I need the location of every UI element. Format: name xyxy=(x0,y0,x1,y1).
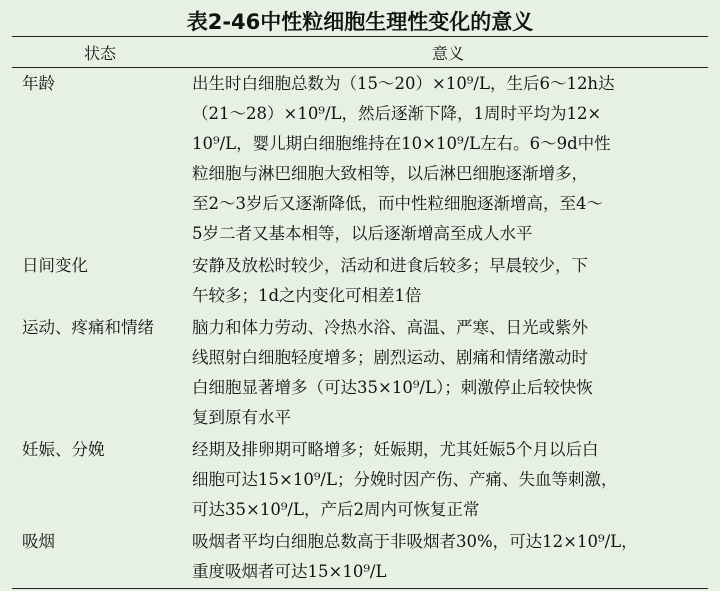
table-title: 表2-46中性粒细胞生理性变化的意义 xyxy=(186,10,534,34)
row-meaning xyxy=(188,312,708,434)
meaning-line: 出生时白细胞总数为（15～20）×10⁹/L，生后6～12h达 xyxy=(192,74,615,93)
meaning-line: 线照射白细胞轻度增多；剧烈运动、剧痛和情绪激动时 xyxy=(192,348,588,367)
table-row xyxy=(12,68,708,251)
meaning-line: 至2～3岁后又逐渐降低，而中性粒细胞逐渐增高，至4～ xyxy=(192,194,603,213)
header-meaning: 意义 xyxy=(188,37,708,68)
row-state: 吸烟 xyxy=(22,532,55,551)
row-meaning xyxy=(188,250,708,312)
row-state: 运动、疼痛和情绪 xyxy=(22,318,154,337)
row-meaning xyxy=(188,68,708,251)
table-row xyxy=(12,526,708,589)
neutrophil-table xyxy=(12,36,708,589)
table-row xyxy=(12,434,708,526)
row-meaning xyxy=(188,526,708,589)
meaning-line: 5岁二者又基本相等，以后逐渐增高至成人水平 xyxy=(192,224,533,243)
meaning-line: 细胞可达15×10⁹/L；分娩时因产伤、产痛、失血等刺激， xyxy=(192,470,618,489)
table-body xyxy=(12,68,708,589)
row-state: 妊娠、分娩 xyxy=(22,440,105,459)
table-header-row xyxy=(12,37,708,68)
meaning-line: 粒细胞与淋巴细胞大致相等，以后淋巴细胞逐渐增多， xyxy=(192,164,588,183)
meaning-line: 可达35×10⁹/L，产后2周内可恢复正常 xyxy=(192,500,480,519)
row-state: 日间变化 xyxy=(22,256,88,275)
table-row xyxy=(12,312,708,434)
row-meaning xyxy=(188,434,708,526)
meaning-line: 安静及放松时较少，活动和进食后较多；早晨较少，下 xyxy=(192,256,588,275)
meaning-line: 重度吸烟者可达15×10⁹/L xyxy=(192,562,387,581)
header-state: 状态 xyxy=(12,37,188,68)
row-state: 年龄 xyxy=(22,74,55,93)
meaning-line: 白细胞显著增多（可达35×10⁹/L）；刺激停止后较快恢 xyxy=(192,378,593,397)
meaning-line: 经期及排卵期可略增多；妊娠期，尤其妊娠5个月以后白 xyxy=(192,440,599,459)
meaning-line: 午较多；1d之内变化可相差1倍 xyxy=(192,286,422,305)
meaning-line: 脑力和体力劳动、冷热水浴、高温、严寒、日光或紫外 xyxy=(192,318,588,337)
meaning-line: （21～28）×10⁹/L，然后逐渐下降，1周时平均为12× xyxy=(192,104,602,123)
meaning-line: 10⁹/L，婴儿期白细胞维持在10×10⁹/L左右。6～9d中性 xyxy=(192,134,611,153)
table-row xyxy=(12,250,708,312)
meaning-line: 吸烟者平均白细胞总数高于非吸烟者30%，可达12×10⁹/L， xyxy=(192,532,638,551)
meaning-line: 复到原有水平 xyxy=(192,408,291,427)
